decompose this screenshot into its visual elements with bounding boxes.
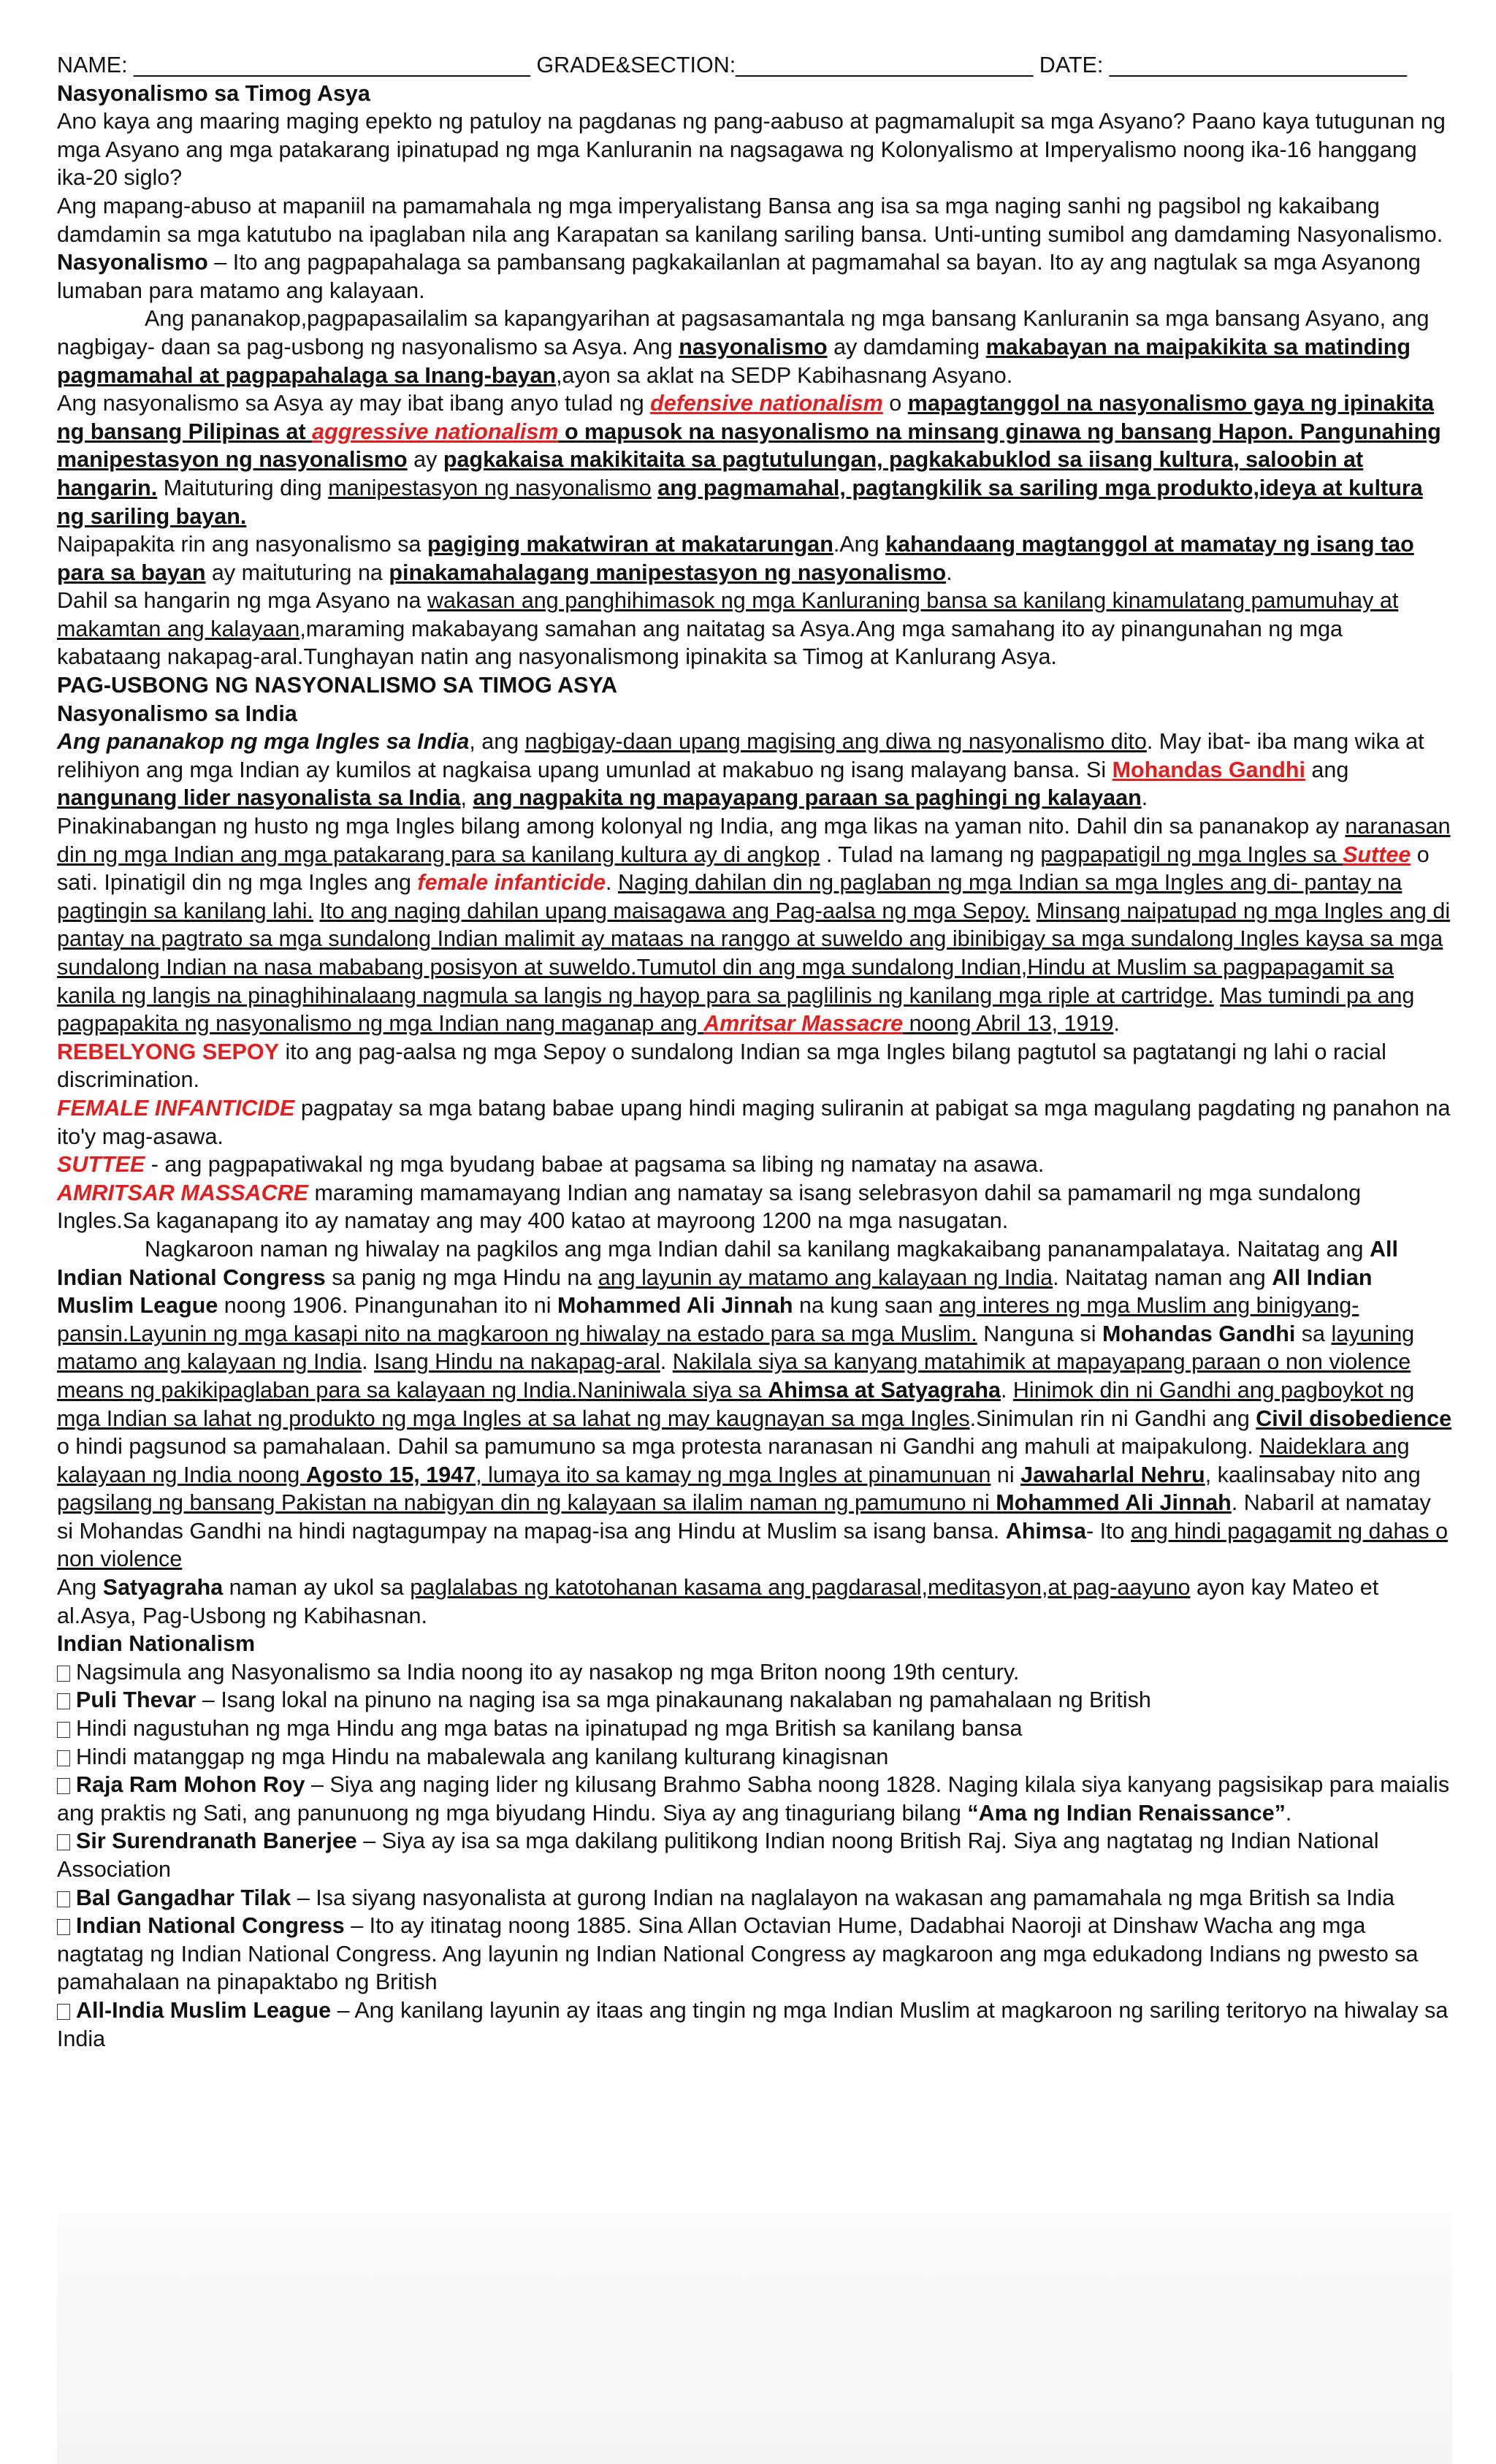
bullet-item [57,1686,1452,1714]
text: – Isa siyang nasyonalista at gurong Indian na naglalayon na wakasan ang pamamahala ng mga British sa India [291,1885,1395,1910]
definition-female-infanticide [57,1094,1452,1151]
text: ito ang pag-aalsa ng mga Sepoy o sundalong Indian sa mga Ingles bilang pagtutol sa pagtatangi ng lahi o racial discrimination. [57,1039,1386,1093]
text: .Sinimulan rin ni Gandhi ang [969,1405,1256,1431]
text: . [1141,785,1148,811]
text: – Ito ay itinatag noong 1885. Sina Allan Octavian Hume, Dadabhai Naoroji at Dinshaw Wacha ang mga nagtatag ng Indian National Congress. Ang layunin ng Indian National Congress ay magkaroon ang mga edukadong Indians ng pwesto sa pamahalaan na pinapaktabo ng British [57,1913,1419,1995]
text: mapagtanggol na nasyonalismo gaya ng ipinakita ng bansang Pilipinas at [57,391,1435,444]
term: SUTTEE [57,1152,145,1178]
definition-suttee [57,1151,1452,1179]
paragraph-4 [57,389,1452,530]
paragraph-14 [57,1574,1452,1630]
text: . [660,1349,673,1375]
bullet-box-icon [57,1750,70,1766]
text: Raja Ram Mohon Roy [76,1772,305,1798]
text: sa [1295,1321,1332,1346]
bullet-box-icon [57,1666,70,1682]
bullet-box-icon [57,1778,70,1794]
section-heading: PAG-USBONG NG NASYONALISMO SA TIMOG ASYA [57,673,618,698]
text: ni [991,1462,1021,1487]
text [652,476,657,500]
text: Nakilala siya sa kanyang matahimik at mapayapang paraan o non violence means ng pakikipaglaban para sa kalayaan ng India. [57,1349,1411,1403]
text: Mas tumindi pa ang pagpapakita ng nasyonalismo ng mga Indian nang maganap ang [57,983,1415,1037]
text: Tumutol din ang mga sundalong Indian,Hindu at Muslim sa pagpapagamit sa kanila ng langis na pinaghihinalaang nagmula sa langis ng hayop para sa paglilinis ng kanilang mga riple at cartridge. [57,955,1394,1008]
term-nasyonalismo: Nasyonalismo [57,250,208,275]
text: Hinimok din ni Gandhi ang pagboykot ng mga Indian sa lahat ng produkto ng mga Ingles at sa lahat ng may kaugnayan sa mga Ingles [57,1377,1415,1431]
text: Ang mapang-abuso at mapaniil na pamamahala ng mga imperyalistang Bansa ang isa sa mga naging sanhi ng pagsibol ng kakaibang damdamin sa mga katutubo na ipaglaban nila ang Karapatan sa kanilang sariling bansa. Unti-unting sumibol ang damdaming Nasyonalismo. [57,193,1443,247]
paragraph-5 [57,530,1452,587]
text: Layunin ng mga kasapi nito na magkaroon ng hiwalay na estado para sa mga Muslim. [129,1321,977,1346]
text: Maituturing ding [157,475,329,500]
text: . [606,870,618,896]
text: ang layunin ay matamo ang kalayaan ng India [598,1265,1053,1290]
text: Ahimsa [1005,1518,1086,1544]
text: . [362,1349,375,1375]
definition-sepoy [57,1038,1452,1094]
bullet-box-icon [57,1834,70,1850]
text: Nagsimula ang Nasyonalismo sa India noong ito ay nasakop ng mga Briton noong 19th century. [76,1659,1020,1685]
text: manipestasyon ng nasyonalismo [328,475,652,500]
text: – Ito ang pagpapahalaga sa pambansang pagkakailanlan at pagmamahal sa bayan. Ito ay ang nagtulak sa mga Asyanong lumaban para matamo ang kalayaan. [57,250,1421,303]
paragraph-3 [57,305,1452,389]
text: Hindi nagustuhan ng mga Hindu ang mga batas na ipinatupad ng mga British sa kanilang bansa [76,1716,1023,1742]
bullet-box-icon [57,1919,70,1935]
text: “Ama ng Indian Renaissance” [967,1800,1286,1826]
paragraph-13 [57,1235,1452,1574]
text: , lumaya ito sa kamay ng mga Ingles at pinamunuan [476,1462,991,1487]
text: , ang [469,729,525,755]
text: Civil disobedience [1256,1405,1452,1431]
text: All-India Muslim League [76,1997,332,2023]
bullet-item [57,1658,1452,1687]
text [1030,899,1036,923]
text: Isang Hindu na nakapag-aral [374,1349,660,1375]
blank-bottom-area [57,2213,1452,2464]
text: - ang pagpapatiwakal ng mga byudang babae at pagsama sa libing ng namatay na asawa. [145,1152,1045,1178]
text: Naideklara ang kalayaan ng India noong [57,1434,1410,1487]
subsection-heading: Nasyonalismo sa India [57,701,297,726]
text: Ang nasyonalismo sa Asya ay may ibat ibang anyo tulad ng [57,391,651,416]
term: REBELYONG SEPOY [57,1039,279,1064]
text: . [1285,1800,1292,1826]
text: Ahimsa at Satyagraha [768,1377,1001,1403]
text: ay damdaming [827,334,986,359]
text [313,899,319,923]
text: pagpatay sa mga batang babae upang hindi maging suliranin at pabigat sa mga magulang pagdating ng panahon na ito'y mag-asawa. [57,1095,1451,1149]
term: FEMALE INFANTICIDE [57,1095,295,1121]
text: ang pagmamahal, pagtangkilik sa sariling mga produkto,ideya at kultura ng sariling bayan. [57,475,1423,529]
text: ang hindi pagagamit ng dahas o non violence [57,1518,1449,1572]
text: .Ang [833,532,886,557]
text: Satyagraha [102,1575,224,1601]
bullet-box-icon [57,1891,70,1907]
text: Dahil sa hangarin ng mga Asyano na [57,588,427,614]
text: maraming mamamayang Indian ang namatay sa isang selebrasyon dahil sa pamamaril ng mga sundalong Ingles.Sa kaganapang ito ay namatay ang may 400 katao at mayroong 1200 na mga nasugatan. [57,1180,1362,1234]
text: Pinakinabangan ng husto ng mga Ingles bilang among kolonyal ng India, ang mga likas na yaman nito. Dahil din sa pananakop ay [57,814,1346,839]
text: ang interes ng mga Muslim ang binigyang- pansin. [57,1293,1359,1346]
text: na kung saan [793,1293,939,1319]
text: . [946,560,953,585]
text: pinakamahalagang manipestasyon ng nasyonalismo [389,560,947,585]
text: pagiging makatwiran at makatarungan [427,532,833,557]
paragraph-8 [57,812,1452,1038]
name-label: NAME: [57,53,128,77]
text: paglalabas ng katotohanan kasama ang pagdarasal,meditasyon,at pag-aayuno [410,1575,1191,1601]
text: Hindi matanggap ng mga Hindu na mabalewala ang kanilang kulturang kinagisnan [76,1744,889,1769]
bullet-item [57,1884,1452,1912]
worksheet-header: NAME: ________________________________ GRADE&SECTION:________________________ DATE: ________________________ [57,53,1407,77]
text: Ito ang naging dahilan upang maisagawa ang Pag-aalsa ng mga Sepoy. [319,898,1031,923]
text: Mohammed Ali Jinnah [557,1293,793,1319]
text: All Indian Muslim League [57,1265,1373,1319]
text [1214,983,1220,1008]
text: layuning matamo ang kalayaan ng India [57,1321,1415,1375]
paragraph-7 [57,728,1452,812]
term: AMRITSAR MASSACRE [57,1180,308,1205]
text: – Ang kanilang layunin ay itaas ang tingin ng mga Indian Muslim at magkaroon ng sariling teritoryo na hiwalay sa India [57,1997,1449,2051]
text: wakasan ang panghihimasok ng mga Kanluraning bansa sa kanilang kinamulatang pamumuhay at makamtan ang kalayaan [57,588,1399,641]
text: pagkakaisa makikitaita sa pagtutulungan, pagkakabuklod sa iisang kultura, saloobin at hangarin. [57,447,1364,500]
text: o hindi pagsunod sa pamahalaan. Dahil sa pamumuno sa mga protesta naranasan ni Gandhi ang mahuli at maipakulong. [57,1434,1260,1460]
subsection-heading: Indian Nationalism [57,1631,256,1657]
date-label: DATE: [1039,53,1104,77]
text: Ang pananakop ng mga Ingles sa India [57,729,470,755]
text: Ang [57,1575,103,1601]
text: ,maraming makabayang samahan ang naitatag sa Asya.Ang mga samahang ito ay pinangunahan ng mga kabataang nakapag-aral.Tunghayan natin ang nasyonalismong ipinakita sa Timog at Kanlurang Asya. [57,616,1343,670]
text: , kaalinsabay nito ang [1205,1462,1421,1487]
text: – Siya ay isa sa mga dakilang pulitikong Indian noong British Raj. Siya ang nagtatag ng Indian National Association [57,1828,1379,1882]
term-amritsar-massacre: Amritsar Massacre [703,1011,904,1037]
text: Bal Gangadhar Tilak [76,1885,291,1910]
text: . [1000,1377,1013,1403]
text: ayon kay Mateo et al.Asya, Pag-Usbong ng Kabihasnan. [57,1575,1379,1628]
text: ,ayon sa aklat na SEDP Kabihasnang Asyano. [556,362,1013,388]
text: Ang pananakop,pagpapasailalim sa kapangyarihan at pagsasamantala ng mga bansang Kanluranin sa mga bansang Asyano, ang nagbigay- daan sa pag-usbong ng nasyonalismo sa Asya. Ang [57,306,1430,359]
text: Puli Thevar [76,1687,196,1713]
text: o sati. Ipinatigil din ng mga Ingles ang [57,842,1430,896]
text: noong Abril 13, 1919 [903,1011,1114,1037]
term-suttee: Suttee [1343,842,1411,867]
term-defensive-nationalism: defensive nationalism [650,391,883,416]
text: o mapusok na nasyonalismo na minsang ginawa ng bansang Hapon. Pangunahing manipestasyon ng nasyonalismo [57,419,1441,473]
text: ay [407,447,443,473]
page-title: Nasyonalismo sa Timog Asya [57,80,370,106]
text: nagbigay-daan upang magising ang diwa ng nasyonalismo dito [524,729,1147,755]
text: Mohammed Ali Jinnah [996,1490,1232,1516]
paragraph-2 [57,192,1452,305]
text: Minsang naipatupad ng mga Ingles ang di pantay na pagtrato sa mga sundalong Indian malimit ay mataas na ranggo at suweldo ang ibinibigay sa mga sundalong Ingles kaysa sa mga sundalong Indian na nasa mababang posisyon at suweldo. [57,898,1451,980]
text: , [460,785,473,811]
text: ang nagpakita ng mapayapang paraan sa paghingi ng kalayaan [473,785,1142,811]
text: Naniniwala siya sa [577,1377,768,1403]
grade-section-label: GRADE&SECTION: [536,53,736,77]
bullet-item [57,1912,1452,1996]
bullet-box-icon [57,1693,70,1709]
text: - Ito [1085,1518,1131,1544]
definition-amritsar [57,1179,1452,1235]
text: Naipapakita rin ang nasyonalismo sa [57,532,427,557]
text: Nagkaroon naman ng hiwalay na pagkilos ang mga Indian dahil sa kanilang magkakaibang pananampalataya. Naitatag ang [145,1236,1370,1262]
text: ay maituturing na [205,560,389,585]
text: . Tulad na lamang ng [820,842,1041,867]
paragraph-6 [57,587,1452,671]
text: naman ay ukol sa [223,1575,411,1601]
text: pagpapatigil ng mga Ingles sa [1040,842,1343,867]
text: Nanguna si [977,1321,1102,1346]
text: . Nabaril at namatay si Mohandas Gandhi na hindi nagtagumpay na mapag-isa ang Hindu at Muslim sa isang bansa. [57,1490,1431,1544]
bullet-item [57,1714,1452,1743]
text: nangunang lider nasyonalista sa India [57,785,461,811]
text: kahandaang magtanggol at mamatay ng isang tao para sa bayan [57,532,1414,585]
name-gandhi: Mohandas Gandhi [1112,757,1305,782]
text: Agosto 15, 1947 [305,1462,476,1487]
bullet-item [57,1827,1452,1883]
text: – Isang lokal na pinuno na naging isa sa mga pinakaunang nakalaban ng pamahalaan ng British [196,1687,1151,1713]
bullet-box-icon [57,1722,70,1738]
bullet-item [57,1996,1452,2053]
term-female-infanticide: female infanticide [417,870,606,896]
text: sa panig ng mga Hindu na [325,1265,598,1290]
text: . Naitatag naman ang [1053,1265,1272,1290]
text: Jawaharlal Nehru [1020,1462,1205,1487]
term-aggressive-nationalism: aggressive nationalism [312,419,559,444]
text: noong 1906. Pinangunahan ito ni [218,1293,558,1319]
text: naranasan din ng mga Indian ang mga patakarang para sa kanilang kultura ay di angkop [57,814,1451,867]
text: Sir Surendranath Banerjee [76,1828,357,1854]
text: Naging dahilan din ng paglaban ng mga Indian sa mga Ingles ang di- pantay na pagtingin sa kanilang lahi. [57,870,1402,923]
text: o [882,391,908,416]
bullet-box-icon [57,2004,70,2020]
text: . [1113,1011,1120,1037]
bullet-item [57,1743,1452,1771]
text: Mohandas Gandhi [1102,1321,1296,1346]
text: pagsilang ng bansang Pakistan na nabigyan din ng kalayaan sa ilalim naman ng pamumuno ni [57,1490,996,1516]
text: . May ibat- iba mang wika at relihiyon ang mga Indian ay kumilos at nagkaisa upang umunlad at makabuo ng isang malayang bansa. Si [57,729,1424,782]
text: All Indian National Congress [57,1236,1398,1290]
bullet-item [57,1771,1452,1827]
text: – Siya ang naging lider ng kilusang Brahmo Sabha noong 1828. Naging kilala siya kanyang pagsisikap para maialis ang praktis ng Sati, ang panunuong ng mga biyudang Hindu. Siya ay ang tinaguriang bilang [57,1772,1450,1826]
text: ang [1305,757,1349,782]
definition: makabayan na maipakikita sa matinding pagmamahal at pagpapahalaga sa Inang-bayan [57,334,1411,388]
intro-paragraph: Ano kaya ang maaring maging epekto ng patuloy na pagdanas ng pang-aabuso at pagmamalupit sa mga Asyano? Paano kaya tutugunan ng mga Asyano ang mga patakarang ipinatupad ng mga Kanluranin na nagsagawa ng Kolonyalismo at Imperyalismo noong ika-16 hanggang ika-20 siglo? [57,109,1446,191]
text: Indian National Congress [76,1913,345,1939]
term: nasyonalismo [679,334,828,359]
